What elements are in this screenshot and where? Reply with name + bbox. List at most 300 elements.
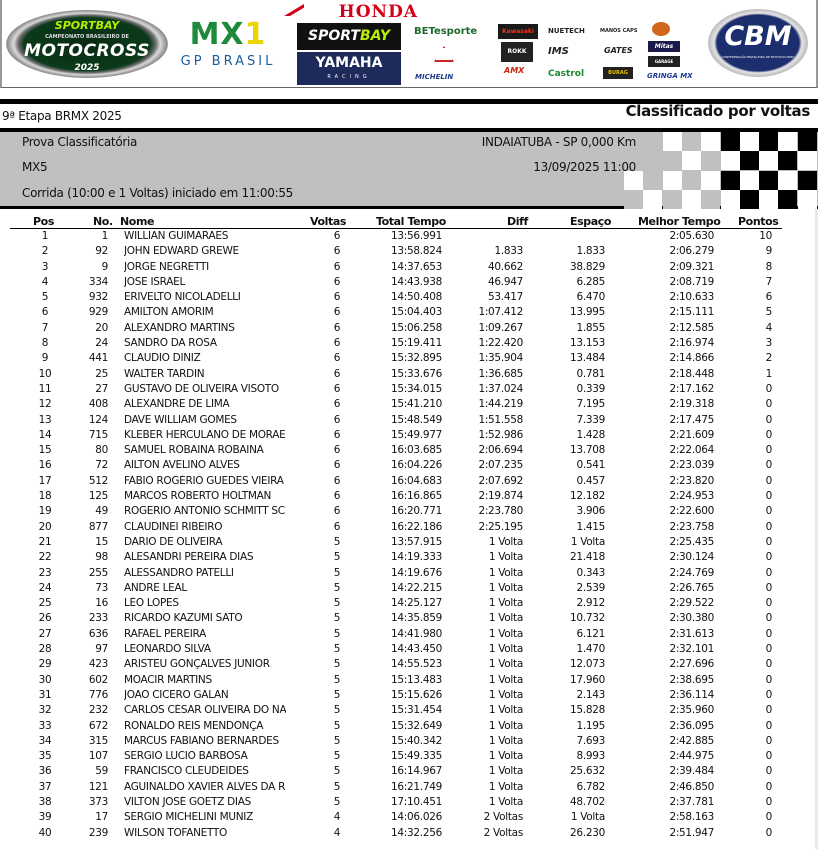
cell-points: 0: [765, 382, 772, 395]
mx1-mx: MX: [189, 17, 245, 52]
cell-diff: 1 Volta: [488, 688, 523, 701]
table-row: [0, 260, 818, 275]
cell-laps: 6: [333, 352, 341, 365]
cell-name: ALESSANDRO PATELLI: [124, 566, 234, 579]
flag-square: [701, 151, 720, 170]
cell-laps: 5: [333, 597, 341, 610]
cell-points: 3: [765, 337, 772, 350]
cell-laps: 6: [333, 474, 341, 487]
cell-diff: 1 Volta: [488, 795, 523, 808]
cell-points: 0: [765, 811, 772, 824]
cell-pos: 11: [38, 382, 52, 395]
flag-square: [721, 151, 740, 170]
cell-gap: 12.073: [570, 658, 605, 671]
cell-number: 125: [88, 490, 108, 503]
cell-total-time: 14:06.026: [391, 811, 442, 824]
cell-total-time: 15:15.626: [391, 688, 442, 701]
cell-gap: 7.339: [576, 413, 605, 426]
table-row: [0, 504, 818, 519]
cell-diff: 53.417: [488, 291, 523, 304]
cell-pos: 35: [38, 750, 52, 763]
table-row: [0, 244, 818, 259]
table-row: [0, 795, 818, 810]
cell-name: LEONARDO SILVA: [124, 643, 211, 656]
table-row: [0, 474, 818, 489]
cell-number: 73: [95, 581, 108, 594]
flag-square: [721, 190, 740, 209]
cell-points: 0: [765, 750, 772, 763]
cell-number: 672: [88, 719, 108, 732]
cell-pos: 26: [38, 612, 52, 625]
cell-points: 0: [765, 612, 772, 625]
cell-diff: 1:09.267: [478, 321, 523, 334]
gringa-mx-logo: GRINGA MX: [647, 72, 693, 80]
table-row: [0, 719, 818, 734]
honda-wing-icon: [284, 4, 304, 16]
cell-points: 0: [765, 688, 772, 701]
cell-diff: 2:06.694: [478, 444, 523, 457]
cell-name: WILLIAN GUIMARÃES: [124, 230, 229, 242]
table-row: [0, 780, 818, 795]
cell-total-time: 16:16.865: [391, 490, 442, 503]
flag-square: [701, 190, 720, 209]
flag-square: [663, 171, 682, 190]
cell-laps: 4: [333, 826, 341, 839]
cell-name: WILSON TOFANETTO: [124, 826, 227, 839]
cell-gap: 2.539: [576, 581, 605, 594]
cell-gap: 1.195: [576, 719, 605, 732]
cell-name: JORGE NEGRETTI: [124, 260, 209, 273]
cell-diff: 2:07.692: [478, 474, 523, 487]
cell-points: 0: [765, 673, 772, 686]
cell-name: AILTON AVELINO ALVES: [124, 459, 240, 472]
cell-gap: 0.343: [576, 566, 605, 579]
cell-best-time: 2:42.885: [669, 734, 714, 747]
cell-best-time: 2:51.947: [669, 826, 714, 839]
cell-pos: 22: [38, 551, 52, 564]
flag-square: [663, 132, 682, 151]
cell-name: RICARDO KAZUMI SATO: [124, 612, 243, 625]
flag-square: [759, 190, 778, 209]
cell-points: 0: [765, 643, 772, 656]
cell-total-time: 15:13.483: [391, 673, 442, 686]
cell-points: 0: [765, 734, 772, 747]
mx1-one: 1: [244, 17, 267, 52]
cell-laps: 6: [333, 306, 341, 319]
triangle-logo: [434, 46, 454, 62]
red-badge-logo: [652, 22, 670, 36]
cell-pos: 28: [38, 643, 52, 656]
sportbay-logo: [297, 23, 401, 50]
cell-diff: 1 Volta: [488, 750, 523, 763]
manos-caps-logo: MANOS CAPS: [600, 28, 638, 34]
cell-best-time: 2:08.719: [669, 275, 714, 288]
cell-pos: 6: [41, 306, 49, 319]
cell-points: 5: [765, 306, 772, 319]
cell-total-time: 14:19.333: [391, 551, 442, 564]
col-espaco: Espaço: [570, 215, 612, 228]
cell-best-time: 2:23.039: [669, 459, 714, 472]
cell-gap: 0.457: [576, 474, 605, 487]
col-diff: Diff: [507, 215, 528, 228]
cell-points: 7: [765, 275, 772, 288]
cell-total-time: 14:43.450: [391, 643, 442, 656]
cell-gap: 13.153: [570, 337, 605, 350]
cell-gap: 6.285: [576, 275, 605, 288]
cell-points: 10: [759, 230, 772, 242]
cell-number: 49: [95, 505, 108, 518]
flag-square: [701, 171, 720, 190]
table-row: [0, 397, 818, 412]
flag-square: [798, 171, 817, 190]
cell-points: 0: [765, 398, 772, 411]
cell-points: 0: [765, 780, 772, 793]
cell-pos: 19: [38, 505, 52, 518]
cell-pos: 30: [38, 673, 52, 686]
cell-number: 441: [88, 352, 108, 365]
flag-square: [740, 190, 759, 209]
cell-name: FÁBIO ROGÉRIO GUEDES VIEIRA: [124, 474, 284, 487]
cell-gap: 15.828: [570, 704, 605, 717]
cell-total-time: 15:19.411: [391, 337, 442, 350]
cell-diff: 1 Volta: [488, 627, 523, 640]
cell-total-time: 14:37.653: [391, 260, 442, 273]
cell-best-time: 2:46.850: [669, 780, 714, 793]
cell-diff: 2:07.235: [478, 459, 523, 472]
cell-points: 0: [765, 474, 772, 487]
table-row: [0, 367, 818, 382]
cell-best-time: 2:31.613: [669, 627, 714, 640]
cell-pos: 2: [41, 245, 49, 258]
cell-laps: 6: [333, 337, 341, 350]
cell-diff: 1.833: [494, 245, 523, 258]
cell-total-time: 15:41.210: [391, 398, 442, 411]
cell-diff: 1:22.420: [478, 337, 523, 350]
cell-number: 107: [88, 750, 108, 763]
cell-diff: 1 Volta: [488, 581, 523, 594]
cell-best-time: 2:39.484: [669, 765, 714, 778]
cell-number: 512: [88, 474, 108, 487]
table-row: [0, 596, 818, 611]
cell-diff: 1 Volta: [488, 765, 523, 778]
cell-points: 0: [765, 627, 772, 640]
cell-number: 24: [95, 337, 108, 350]
cell-best-time: 2:35.960: [669, 704, 714, 717]
cell-gap: 26.230: [570, 826, 605, 839]
flag-square: [759, 171, 778, 190]
table-row: [0, 810, 818, 825]
results-table: [0, 214, 818, 841]
flag-square: [663, 190, 682, 209]
flag-square: [721, 132, 740, 151]
flag-square: [740, 171, 759, 190]
cbm-logo: [708, 9, 808, 77]
table-header: [0, 214, 818, 229]
cell-name: JOHN EDWARD GREWE: [124, 245, 239, 258]
cell-diff: 1:07.412: [478, 306, 523, 319]
cell-total-time: 14:41.980: [391, 627, 442, 640]
table-row: [0, 535, 818, 550]
cell-number: 602: [88, 673, 108, 686]
cell-total-time: 13:58.824: [391, 245, 442, 258]
cell-total-time: 14:25.127: [391, 597, 442, 610]
flag-square: [682, 151, 701, 170]
cell-pos: 29: [38, 658, 52, 671]
col-total-tempo: Total Tempo: [376, 215, 446, 228]
cell-pos: 25: [38, 597, 52, 610]
cell-name: CLAUDINEI RIBEIRO: [124, 520, 223, 533]
cell-laps: 6: [333, 413, 341, 426]
flag-square: [798, 151, 817, 170]
cell-diff: 1 Volta: [488, 551, 523, 564]
category-name: MX5: [22, 160, 48, 174]
table-row: [0, 413, 818, 428]
cell-best-time: 2:37.781: [669, 795, 714, 808]
cell-points: 9: [765, 245, 772, 258]
cell-name: KLEBER HERCULANO DE MORAE: [124, 428, 286, 441]
cell-laps: 5: [333, 581, 341, 594]
cell-laps: 6: [333, 505, 341, 518]
cell-gap: 6.470: [576, 291, 605, 304]
cell-pos: 21: [38, 535, 52, 548]
cell-total-time: 16:14.967: [391, 765, 442, 778]
flag-square: [643, 171, 662, 190]
table-row: [0, 321, 818, 336]
cbm-name: CBM: [724, 21, 792, 52]
cell-pos: 15: [38, 444, 52, 457]
col-melhor-tempo: Melhor Tempo: [638, 215, 721, 228]
cell-pos: 39: [38, 811, 52, 824]
cell-laps: 6: [333, 291, 341, 304]
cell-laps: 6: [333, 520, 341, 533]
cell-total-time: 15:40.342: [391, 734, 442, 747]
cell-pos: 24: [38, 581, 52, 594]
table-row: [0, 642, 818, 657]
table-row: [0, 627, 818, 642]
cell-pos: 13: [38, 413, 52, 426]
cell-gap: 1 Volta: [570, 811, 605, 824]
cell-laps: 6: [333, 245, 341, 258]
cell-best-time: 2:25.435: [669, 535, 714, 548]
cell-name: MOACIR MARTINS: [124, 673, 212, 686]
cell-laps: 6: [333, 444, 341, 457]
cell-laps: 5: [333, 734, 341, 747]
cell-name: AMILTON AMORIM: [124, 306, 214, 319]
cell-name: RAFAEL PEREIRA: [124, 627, 206, 640]
cell-best-time: 2:15.111: [669, 306, 714, 319]
cell-laps: 6: [333, 459, 341, 472]
cell-diff: 1:36.685: [478, 367, 523, 380]
cell-diff: 1 Volta: [488, 673, 523, 686]
honda-text: HONDA: [338, 2, 418, 22]
cell-points: 0: [765, 826, 772, 839]
cell-best-time: 2:16.974: [669, 337, 714, 350]
michelin-logo: MICHELIN: [415, 73, 454, 81]
yamaha-logo: [297, 52, 401, 85]
mx1-sub: GP BRASIL: [180, 54, 276, 69]
cell-points: 0: [765, 551, 772, 564]
cell-best-time: 2:19.318: [669, 398, 714, 411]
cell-gap: 38.829: [570, 260, 605, 273]
amx-logo: AMX: [504, 66, 525, 75]
cell-diff: 1 Volta: [488, 566, 523, 579]
flag-square: [778, 151, 797, 170]
cell-number: 233: [88, 612, 108, 625]
flag-square: [701, 132, 720, 151]
cell-total-time: 14:32.256: [391, 826, 442, 839]
cell-total-time: 15:04.403: [391, 306, 442, 319]
cell-pos: 1: [41, 230, 49, 242]
table-row: [0, 764, 818, 779]
cell-best-time: 2:27.696: [669, 658, 714, 671]
table-row: [0, 688, 818, 703]
cell-best-time: 2:32.101: [669, 643, 714, 656]
logo-title: MOTOCROSS: [24, 41, 150, 61]
cell-pos: 12: [38, 398, 52, 411]
cell-best-time: 2:26.765: [669, 581, 714, 594]
cell-diff: 1 Volta: [488, 780, 523, 793]
cell-diff: 1:52.986: [478, 428, 523, 441]
cell-name: ROGERIO ANTONIO SCHMITT SC: [124, 505, 285, 518]
table-row: [0, 428, 818, 443]
table-row: [0, 382, 818, 397]
cell-total-time: 15:32.649: [391, 719, 442, 732]
rokk-logo: ROKK: [501, 42, 533, 62]
cell-pos: 8: [41, 337, 49, 350]
cell-name: ALESANDRI PEREIRA DIAS: [124, 551, 254, 564]
logo-subtitle: CAMPEONATO BRASILEIRO DE: [45, 34, 129, 40]
cell-name: ANDRE LEAL: [124, 581, 187, 594]
cell-diff: 2:23.780: [478, 505, 523, 518]
flag-square: [759, 132, 778, 151]
castrol-logo: Castrol: [548, 69, 585, 79]
cell-pos: 32: [38, 704, 52, 717]
cell-laps: 6: [333, 490, 341, 503]
cell-points: 0: [765, 505, 772, 518]
cell-gap: 10.732: [570, 612, 605, 625]
cell-number: 423: [88, 658, 108, 671]
cell-gap: 7.693: [576, 734, 605, 747]
cell-name: FRANCISCO CLEUDEIDES: [124, 765, 249, 778]
cell-number: 80: [95, 444, 108, 457]
cell-points: 0: [765, 428, 772, 441]
cell-gap: 17.960: [570, 673, 605, 686]
cell-number: 92: [95, 245, 108, 258]
cell-number: 27: [95, 382, 108, 395]
cell-number: 25: [95, 367, 108, 380]
flag-square: [721, 171, 740, 190]
cell-best-time: 2:17.475: [669, 413, 714, 426]
flag-square: [740, 151, 759, 170]
nuetech-logo: NUETECH: [548, 27, 585, 35]
cell-gap: 2.912: [576, 597, 605, 610]
cell-number: 239: [88, 826, 108, 839]
cell-total-time: 13:57.915: [391, 535, 442, 548]
table-row: [0, 229, 818, 244]
cell-diff: 1 Volta: [488, 734, 523, 747]
cell-total-time: 16:03.685: [391, 444, 442, 457]
cell-diff: 1:51.558: [478, 413, 523, 426]
race-info: Corrida (10:00 e 1 Voltas) iniciado em 11:00:55: [22, 186, 293, 200]
cbm-sub: CONFEDERAÇÃO BRASILEIRA DE MOTOCICLISMO: [721, 55, 795, 59]
cell-points: 0: [765, 704, 772, 717]
cell-gap: 7.195: [576, 398, 605, 411]
table-row: [0, 336, 818, 351]
cell-best-time: 2:23.758: [669, 520, 714, 533]
cell-name: MARCOS ROBERTO HOLTMAN: [124, 490, 272, 503]
cell-number: 59: [95, 765, 108, 778]
flag-square: [682, 190, 701, 209]
ims-logo: IMS: [548, 46, 569, 57]
cell-number: 932: [88, 291, 108, 304]
col-pontos: Pontos: [738, 215, 779, 228]
yamaha-name: YAMAHA: [315, 55, 383, 71]
cell-gap: 25.632: [570, 765, 605, 778]
cell-gap: 1.415: [576, 520, 605, 533]
cell-total-time: 15:32.895: [391, 352, 442, 365]
burag-logo: BURAG: [603, 67, 633, 79]
cell-laps: 5: [333, 627, 341, 640]
cell-number: 15: [95, 535, 108, 548]
cell-gap: 6.782: [576, 780, 605, 793]
cell-points: 6: [765, 291, 772, 304]
cell-best-time: 2:12.585: [669, 321, 714, 334]
cell-laps: 5: [333, 658, 341, 671]
cell-pos: 27: [38, 627, 52, 640]
cell-laps: 5: [333, 551, 341, 564]
sportbay-a: SPORT: [308, 28, 360, 44]
kawasaki-logo: Kawasaki: [498, 24, 538, 39]
location: INDAIATUBA - SP 0,000 Km: [481, 135, 636, 149]
cell-total-time: 15:49.335: [391, 750, 442, 763]
cell-best-time: 2:38.695: [669, 673, 714, 686]
garage-logo: GARAGE: [648, 56, 680, 67]
cell-pos: 36: [38, 765, 52, 778]
flag-square: [624, 190, 643, 209]
cell-best-time: 2:21.609: [669, 428, 714, 441]
cell-number: 9: [101, 260, 108, 273]
cell-total-time: 16:22.186: [391, 520, 442, 533]
cell-laps: 4: [333, 811, 341, 824]
cell-number: 98: [95, 551, 108, 564]
cell-laps: 5: [333, 566, 341, 579]
cell-diff: 2:19.874: [478, 490, 523, 503]
cell-diff: 1:44.219: [478, 398, 523, 411]
cell-name: JOAO CICERO GALAN: [124, 688, 229, 701]
col-no: No.: [93, 215, 113, 228]
cell-best-time: 2:10.633: [669, 291, 714, 304]
cell-pos: 33: [38, 719, 52, 732]
sort-title: Classificado por voltas: [625, 102, 810, 120]
flag-square: [663, 151, 682, 170]
cell-name: WALTER TARDIN: [124, 367, 205, 380]
cell-pos: 17: [38, 474, 52, 487]
cell-diff: 1:35.904: [478, 352, 523, 365]
cell-laps: 5: [333, 535, 341, 548]
cell-name: LÉO LOPES: [124, 597, 179, 610]
gates-logo: GATES: [604, 46, 633, 55]
flag-square: [643, 132, 662, 151]
cell-name: VILTON JOSÉ GOETZ DIAS: [124, 795, 251, 808]
cell-diff: 1 Volta: [488, 704, 523, 717]
table-row: [0, 749, 818, 764]
cell-laps: 6: [333, 321, 341, 334]
cell-gap: 8.993: [576, 750, 605, 763]
cell-name: AGUINALDO XAVIER ALVES DA R: [124, 780, 286, 793]
table-row: [0, 275, 818, 290]
flag-square: [643, 190, 662, 209]
cell-gap: 13.484: [570, 352, 605, 365]
